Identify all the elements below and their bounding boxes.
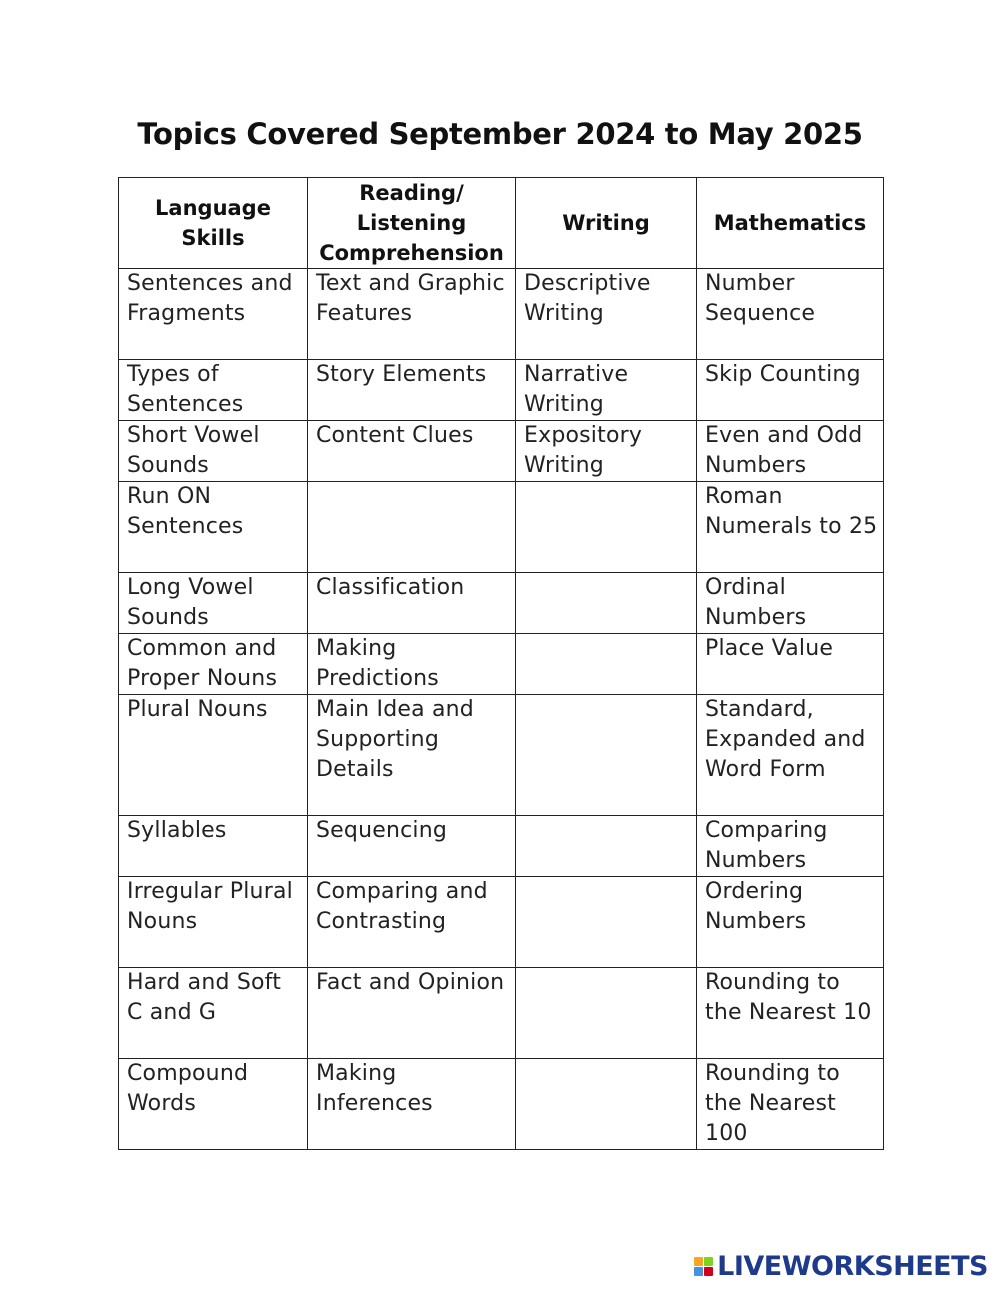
- table-cell: Making Inferences: [308, 1059, 516, 1150]
- table-cell: Expository Writing: [516, 421, 697, 482]
- table-row: [119, 695, 884, 816]
- table-cell: Sentences and Fragments: [119, 269, 308, 360]
- table-row: [119, 816, 884, 877]
- table-cell: Standard, Expanded and Word Form: [697, 695, 884, 816]
- table-cell: Comparing Numbers: [697, 816, 884, 877]
- logo-square-1: [694, 1257, 703, 1266]
- page-title: Topics Covered September 2024 to May 2025: [137, 117, 863, 151]
- table-row: [119, 360, 884, 421]
- table-row: [119, 1059, 884, 1150]
- header-reading-listening: [308, 178, 516, 269]
- table-cell: Ordering Numbers: [697, 877, 884, 968]
- table-cell: Hard and Soft C and G: [119, 968, 308, 1059]
- header-writing: [516, 178, 697, 269]
- table-cell: Content Clues: [308, 421, 516, 482]
- table-cell: Common and Proper Nouns: [119, 634, 308, 695]
- table-row: [119, 877, 884, 968]
- table-cell: Comparing and Contrasting: [308, 877, 516, 968]
- header-language-skills-label: Language Skills: [155, 196, 271, 250]
- table-cell: Run ON Sentences: [119, 482, 308, 573]
- logo-square-3: [694, 1267, 703, 1276]
- table-cell: Long Vowel Sounds: [119, 573, 308, 634]
- table-cell: Number Sequence: [697, 269, 884, 360]
- table-row: [119, 269, 884, 360]
- header-language-skills: [119, 178, 308, 269]
- table-cell: Irregular Plural Nouns: [119, 877, 308, 968]
- table-cell: [516, 968, 697, 1059]
- table-cell: Skip Counting: [697, 360, 884, 421]
- logo-square-4: [704, 1267, 713, 1276]
- table-cell: Descriptive Writing: [516, 269, 697, 360]
- table-cell: [308, 482, 516, 573]
- topics-table: [118, 177, 884, 1150]
- table-cell: [516, 634, 697, 695]
- liveworksheets-logo-icon: [694, 1257, 713, 1276]
- table-cell: Text and Graphic Features: [308, 269, 516, 360]
- table-cell: Syllables: [119, 816, 308, 877]
- header-mathematics: [697, 178, 884, 269]
- table-row: [119, 634, 884, 695]
- table-header-row: [119, 178, 884, 269]
- table-cell: [516, 482, 697, 573]
- table-cell: Compound Words: [119, 1059, 308, 1150]
- table-cell: Classification: [308, 573, 516, 634]
- table-cell: [516, 695, 697, 816]
- table-cell: Narrative Writing: [516, 360, 697, 421]
- liveworksheets-watermark: [694, 1251, 988, 1282]
- table-cell: Ordinal Numbers: [697, 573, 884, 634]
- table-row: [119, 421, 884, 482]
- table-cell: [516, 877, 697, 968]
- table-cell: Plural Nouns: [119, 695, 308, 816]
- table-cell: Place Value: [697, 634, 884, 695]
- table-cell: Even and Odd Numbers: [697, 421, 884, 482]
- table-cell: [516, 573, 697, 634]
- table-cell: Rounding to the Nearest 100: [697, 1059, 884, 1150]
- table-cell: Rounding to the Nearest 10: [697, 968, 884, 1059]
- table-cell: Story Elements: [308, 360, 516, 421]
- table-cell: Making Predictions: [308, 634, 516, 695]
- table-cell: Roman Numerals to 25: [697, 482, 884, 573]
- table-row: [119, 573, 884, 634]
- header-writing-label: Writing: [562, 211, 650, 235]
- header-mathematics-label: Mathematics: [713, 211, 867, 235]
- liveworksheets-wordmark: LIVEWORKSHEETS: [717, 1251, 988, 1282]
- header-reading-listening-label: Reading/ Listening Comprehension: [319, 181, 504, 265]
- table-row: [119, 482, 884, 573]
- table-row: [119, 968, 884, 1059]
- table-cell: Fact and Opinion: [308, 968, 516, 1059]
- table-cell: Short Vowel Sounds: [119, 421, 308, 482]
- table-cell: Sequencing: [308, 816, 516, 877]
- table-cell: [516, 1059, 697, 1150]
- table-cell: Types of Sentences: [119, 360, 308, 421]
- table-cell: Main Idea and Supporting Details: [308, 695, 516, 816]
- logo-square-2: [704, 1257, 713, 1266]
- table-cell: [516, 816, 697, 877]
